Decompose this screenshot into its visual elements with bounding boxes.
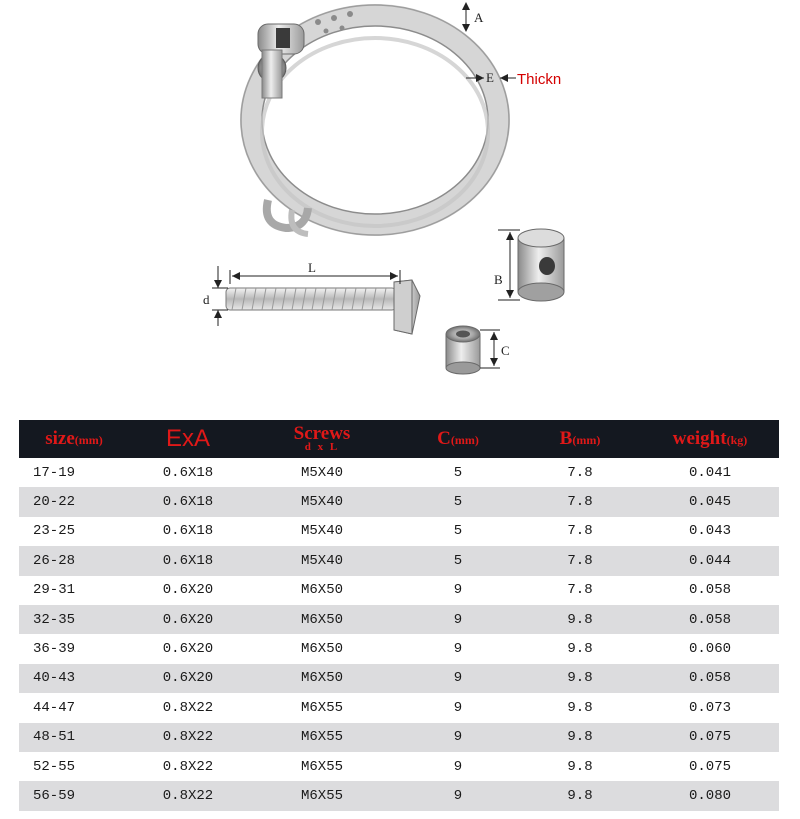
cell-weight: 0.075 — [641, 723, 779, 752]
cell-weight: 0.058 — [641, 664, 779, 693]
label-e: E — [486, 70, 494, 85]
cell-c: 9 — [397, 605, 519, 634]
label-b: B — [494, 272, 503, 287]
cell-weight: 0.080 — [641, 781, 779, 810]
cell-b: 9.8 — [519, 723, 641, 752]
cell-screws: M5X40 — [247, 517, 397, 546]
cell-weight: 0.058 — [641, 576, 779, 605]
table-row — [19, 546, 779, 575]
table-header-row — [19, 420, 779, 458]
label-l: L — [308, 260, 316, 275]
screw — [226, 280, 420, 334]
cell-c: 9 — [397, 576, 519, 605]
table-row — [19, 664, 779, 693]
cell-screws: M5X40 — [247, 487, 397, 516]
cell-exa: 0.8X22 — [129, 723, 247, 752]
cell-c: 9 — [397, 723, 519, 752]
header-exa: ExA — [129, 420, 247, 458]
cell-exa: 0.6X18 — [129, 487, 247, 516]
cell-screws: M6X50 — [247, 605, 397, 634]
table-row — [19, 605, 779, 634]
dimension-a — [462, 2, 484, 32]
cell-b: 7.8 — [519, 458, 641, 487]
cell-weight: 0.041 — [641, 458, 779, 487]
header-weight: weight(kg) — [641, 420, 779, 458]
cell-size: 44-47 — [19, 693, 129, 722]
cell-c: 9 — [397, 634, 519, 663]
cell-screws: M5X40 — [247, 458, 397, 487]
cell-exa: 0.8X22 — [129, 693, 247, 722]
header-size: size(mm) — [19, 420, 129, 458]
label-thickness: Thickn — [517, 71, 562, 88]
cell-c: 5 — [397, 458, 519, 487]
cell-size: 36-39 — [19, 634, 129, 663]
cell-screws: M6X55 — [247, 781, 397, 810]
cell-c: 9 — [397, 693, 519, 722]
cell-exa: 0.6X18 — [129, 517, 247, 546]
table-row — [19, 693, 779, 722]
cell-screws: M6X50 — [247, 664, 397, 693]
cell-c: 5 — [397, 517, 519, 546]
header-screws: Screws d x L — [247, 420, 397, 458]
cell-screws: M6X55 — [247, 752, 397, 781]
cell-weight: 0.075 — [641, 752, 779, 781]
cell-c: 9 — [397, 781, 519, 810]
cell-b: 9.8 — [519, 693, 641, 722]
cell-b: 9.8 — [519, 664, 641, 693]
table-row — [19, 634, 779, 663]
cell-exa: 0.6X20 — [129, 634, 247, 663]
cell-exa: 0.6X18 — [129, 458, 247, 487]
dimension-c — [480, 330, 510, 368]
cell-b: 7.8 — [519, 487, 641, 516]
cell-exa: 0.8X22 — [129, 781, 247, 810]
label-a: A — [474, 10, 484, 25]
header-c: C(mm) — [397, 420, 519, 458]
table-row — [19, 576, 779, 605]
cell-c: 5 — [397, 546, 519, 575]
cell-size: 40-43 — [19, 664, 129, 693]
cell-weight: 0.045 — [641, 487, 779, 516]
cell-size: 17-19 — [19, 458, 129, 487]
table-row — [19, 781, 779, 810]
cell-c: 9 — [397, 664, 519, 693]
cell-weight: 0.060 — [641, 634, 779, 663]
cell-size: 20-22 — [19, 487, 129, 516]
cell-size: 26-28 — [19, 546, 129, 575]
cell-size: 52-55 — [19, 752, 129, 781]
dimension-l — [230, 260, 400, 284]
table-row — [19, 487, 779, 516]
table-row — [19, 752, 779, 781]
cell-exa: 0.6X20 — [129, 664, 247, 693]
cell-screws: M6X50 — [247, 634, 397, 663]
cell-size: 56-59 — [19, 781, 129, 810]
cell-weight: 0.058 — [641, 605, 779, 634]
cell-weight: 0.043 — [641, 517, 779, 546]
table-row — [19, 517, 779, 546]
cell-screws: M5X40 — [247, 546, 397, 575]
cell-size: 32-35 — [19, 605, 129, 634]
spec-table — [19, 420, 779, 811]
cell-b: 7.8 — [519, 517, 641, 546]
dimension-b — [494, 230, 520, 300]
cell-exa: 0.6X20 — [129, 605, 247, 634]
cell-b: 9.8 — [519, 634, 641, 663]
cell-screws: M6X50 — [247, 576, 397, 605]
cell-size: 23-25 — [19, 517, 129, 546]
hose-clamp — [241, 5, 509, 235]
cell-size: 29-31 — [19, 576, 129, 605]
label-c: C — [501, 343, 510, 358]
table-row — [19, 458, 779, 487]
cell-weight: 0.044 — [641, 546, 779, 575]
cell-b: 9.8 — [519, 752, 641, 781]
cell-weight: 0.073 — [641, 693, 779, 722]
cell-b: 9.8 — [519, 605, 641, 634]
header-b: B(mm) — [519, 420, 641, 458]
cell-exa: 0.8X22 — [129, 752, 247, 781]
table-row — [19, 723, 779, 752]
cell-b: 7.8 — [519, 546, 641, 575]
label-d: d — [203, 292, 210, 307]
cell-exa: 0.6X20 — [129, 576, 247, 605]
sleeve — [446, 326, 480, 374]
dimension-d — [203, 266, 228, 326]
cell-screws: M6X55 — [247, 723, 397, 752]
barrel-nut — [518, 229, 564, 301]
cell-b: 9.8 — [519, 781, 641, 810]
cell-c: 5 — [397, 487, 519, 516]
cell-c: 9 — [397, 752, 519, 781]
cell-size: 48-51 — [19, 723, 129, 752]
cell-b: 7.8 — [519, 576, 641, 605]
cell-screws: M6X55 — [247, 693, 397, 722]
cell-exa: 0.6X18 — [129, 546, 247, 575]
